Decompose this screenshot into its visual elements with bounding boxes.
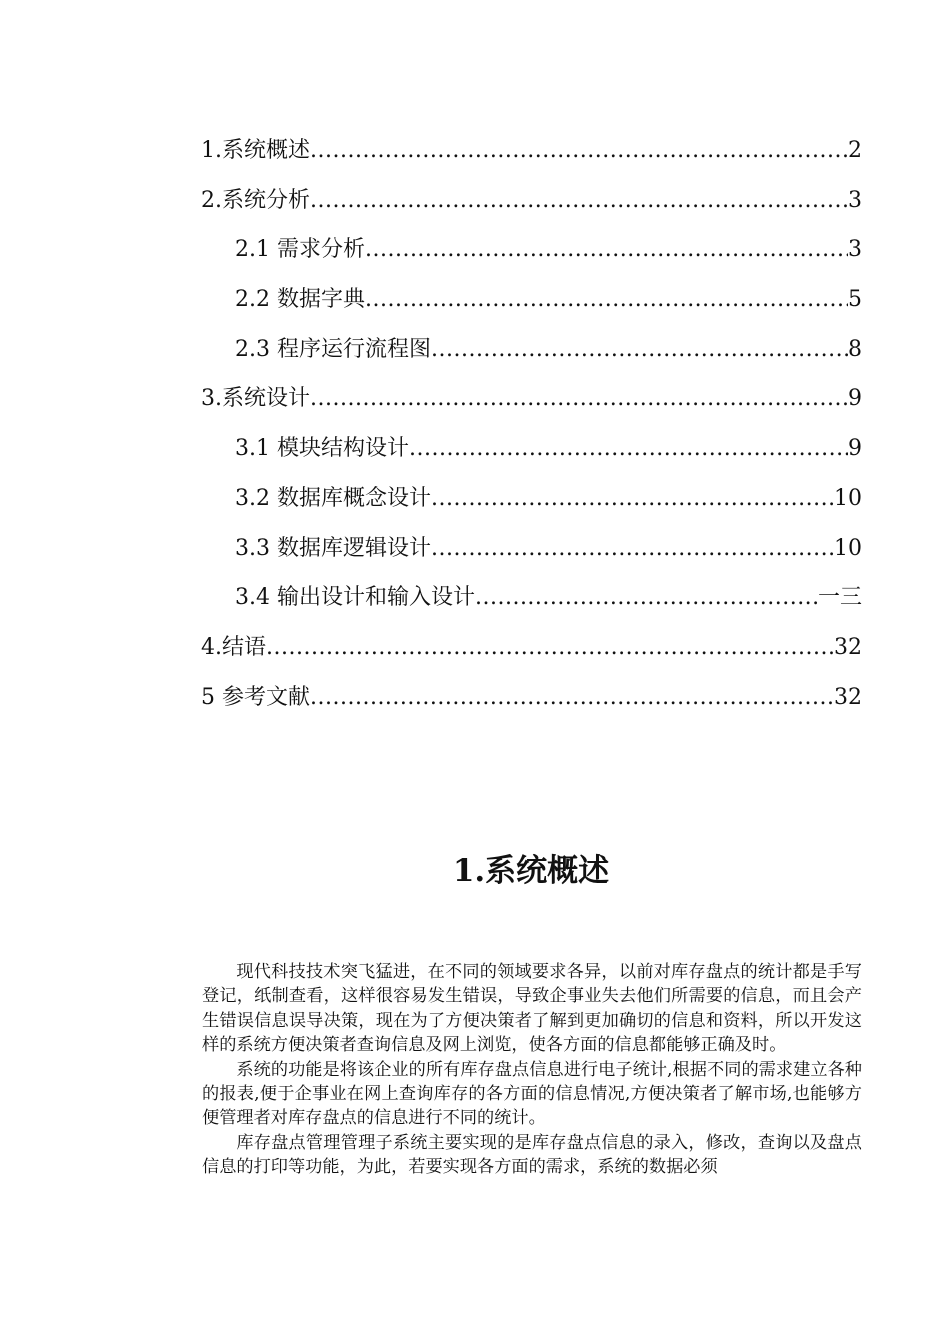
toc-entry-label: 2.3 程序运行流程图	[235, 336, 431, 362]
toc-entry[interactable]	[201, 580, 862, 630]
toc-entry-label: 4.结语	[201, 634, 266, 660]
toc-entry-page: 32	[834, 684, 862, 710]
toc-entry-label: 1.系统概述	[201, 138, 310, 163]
toc-entry[interactable]	[201, 481, 862, 531]
body-paragraph: 现代科技技术突飞猛进，在不同的领域要求各异，以前对库存盘点的统计都是手写登记，纸制查看，这样很容易发生错误，导致企事业失去他们所需要的信息，而且会产生错误信息误导决策，现在为了方便决策者了解到更加确切的信息和资料，所以开发这样的系统方便决策者查询信息及网上浏览，使各方面的信息都能够正确及时。	[202, 962, 862, 1056]
section-body	[202, 960, 862, 1180]
toc-entry[interactable]	[201, 531, 862, 581]
toc-entry[interactable]	[201, 680, 862, 730]
toc-entry-label: 5 参考文献	[201, 684, 310, 710]
table-of-contents	[201, 133, 862, 729]
toc-entry[interactable]	[201, 232, 862, 282]
toc-dot-leader	[409, 431, 848, 467]
toc-entry-page: 3	[848, 187, 862, 213]
toc-entry[interactable]	[201, 332, 862, 382]
toc-dot-leader	[310, 183, 848, 219]
section-heading: 1.系统概述	[452, 852, 610, 889]
toc-entry-page: 10	[834, 535, 862, 561]
toc-entry-page: 一三	[817, 585, 862, 611]
toc-entry-label: 2.1 需求分析	[235, 237, 365, 263]
toc-entry[interactable]	[201, 133, 862, 183]
toc-entry-page: 10	[834, 485, 862, 511]
toc-dot-leader	[310, 133, 848, 169]
toc-entry-label: 3.3 数据库逻辑设计	[235, 535, 431, 561]
toc-entry-page: 9	[848, 386, 862, 412]
toc-entry-page: 9	[848, 436, 862, 462]
body-paragraph: 系统的功能是将该企业的所有库存盘点信息进行电子统计,根据不同的需求建立各种的报表,便于企事业在网上查询库存的各方面的信息情况,方便决策者了解市场,也能够方便管理者对库存盘点的信息进行不同的统计。	[202, 1059, 862, 1129]
toc-entry-label: 3.系统设计	[201, 386, 310, 412]
toc-entry-label: 3.1 模块结构设计	[235, 436, 409, 462]
toc-entry[interactable]	[201, 282, 862, 332]
toc-dot-leader	[365, 282, 848, 318]
toc-entry[interactable]	[201, 381, 862, 431]
toc-dot-leader	[475, 580, 818, 616]
toc-entry-label: 2.2 数据字典	[235, 287, 365, 313]
toc-entry-label: 2.系统分析	[201, 187, 310, 213]
toc-dot-leader	[365, 232, 848, 268]
toc-entry-page: 8	[848, 336, 862, 362]
toc-dot-leader	[431, 332, 848, 368]
toc-entry-page: 5	[848, 287, 862, 313]
toc-entry-label: 3.4 输出设计和输入设计	[235, 585, 475, 611]
toc-dot-leader	[266, 630, 834, 666]
toc-dot-leader	[310, 680, 834, 716]
toc-dot-leader	[431, 531, 834, 567]
toc-entry-page: 32	[834, 634, 862, 660]
toc-dot-leader	[431, 481, 834, 517]
toc-entry-label: 3.2 数据库概念设计	[235, 485, 431, 511]
toc-dot-leader	[310, 381, 848, 417]
body-paragraph: 库存盘点管理管理子系统主要实现的是库存盘点信息的录入，修改，查询以及盘点信息的打印等功能，为此，若要实现各方面的需求，系统的数据必须	[202, 1132, 862, 1178]
toc-entry-page: 3	[848, 237, 862, 263]
toc-entry[interactable]	[201, 431, 862, 481]
toc-entry[interactable]	[201, 630, 862, 680]
toc-entry-page: 2	[848, 138, 862, 163]
toc-entry[interactable]	[201, 183, 862, 233]
